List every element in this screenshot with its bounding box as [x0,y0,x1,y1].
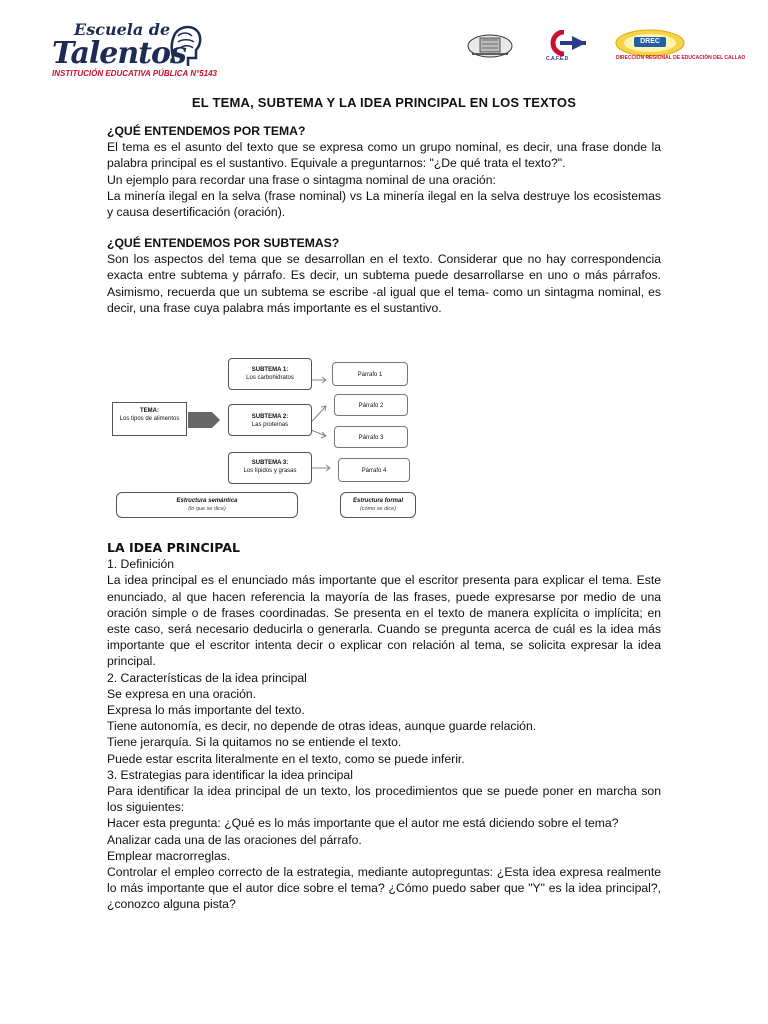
subtema2-box [228,404,312,436]
idea-line: La idea principal es el enunciado más importante que el escritor presenta para explicar el tema. Este enunciado, al que hacen referencia la mayoría de las frases, puede expresarse por medio de una oración simple o de frases coordinadas. Se presenta en el texto de manera explícita o implícita; en este caso, será necesario deducirla o generarla. Cuando se pregunta acerca de cuál es la idea más importante que el escritor intenta decir o explicar con relación al tema, se solicita expresar la idea principal. [107,573,661,669]
drec-banner-text: DREC [640,38,660,45]
idea-line: Hacer esta pregunta: ¿Qué es lo más importante que el autor me está diciendo sobre el tema? [107,816,619,831]
parrafo3-box: Párrafo 3 [334,426,408,448]
section-tema [107,123,661,220]
subtema1-box [228,358,312,390]
drec-caption: DIRECCIÓN REGIONAL DE EDUCACIÓN DEL CALLAO [616,55,746,61]
brain-head-icon [168,22,202,68]
tema-heading: ¿QUÉ ENTENDEMOS POR TEMA? [107,124,306,138]
formal-title: Estructura formal [352,498,403,504]
semantica-title: Estructura semántica [176,498,238,504]
idea-heading: LA IDEA PRINCIPAL [107,540,240,555]
logo-line2: Talentos [52,36,186,71]
section-subtema [107,235,661,316]
municipal-seal-icon [466,30,514,60]
cafed-logo-icon [542,30,588,56]
tema-box-label: TEMA: [140,408,159,414]
subtema1-label: SUBTEMA 1: [251,367,289,373]
logo-line3: INSTITUCIÓN EDUCATIVA PÚBLICA N°5143 [52,69,217,78]
tema-box [112,402,187,436]
estructura-formal-box [340,492,416,518]
parrafo2-box: Párrafo 2 [334,394,408,416]
idea-line: Expresa lo más importante del texto. [107,703,305,718]
school-logo [48,20,218,84]
idea-line: Emplear macrorreglas. [107,848,231,863]
logo-line1: Escuela de [74,20,171,39]
idea-line: Analizar cada una de las oraciones del párrafo. [107,832,362,847]
semantica-sub: (lo que se dice) [188,506,226,512]
subtema3-text: Los lípidos y grasas [243,468,297,474]
tema-paragraph-1: El tema es el asunto del texto que se expresa como un grupo nominal, es decir, una frase donde la palabra principal es el sustantivo. Equivale a preguntarnos: "¿De qué trata el texto?". [107,140,661,171]
subtema2-label: SUBTEMA 2: [251,414,289,420]
idea-line: Tiene jerarquía. Si la quitamos no se entiende el texto. [107,735,402,750]
parrafo4-box: Párrafo 4 [338,458,410,482]
tema-paragraph-2: Un ejemplo para recordar una frase o sintagma nominal de una oración: [107,172,496,187]
tema-paragraph-3: La minería ilegal en la selva (frase nominal) vs La minería ilegal en la selva destruye los ecosistemas y causa desertificación (oración). [107,188,661,220]
tema-box-text: Los tipos de alimentos [119,416,180,422]
idea-line: Controlar el empleo correcto de la estrategia, mediante autopreguntas: ¿Esta idea expresa realmente lo más importante que el autor dice sobre el tema? ¿Cómo puedo saber que "Y" es la idea principal?, ¿conozco alguna pista? [107,865,661,912]
subtema-heading: ¿QUÉ ENTENDEMOS POR SUBTEMAS? [107,236,340,250]
subtema3-box [228,452,312,484]
cafed-caption: C.A.F.E.D [546,56,569,62]
estructura-semantica-box [116,492,298,518]
idea-line: Puede estar escrita literalmente en el texto, como se puede inferir. [107,751,465,766]
tema-subtema-diagram [112,356,422,522]
idea-line: Se expresa en una oración. [107,686,257,701]
idea-line: Tiene autonomía, es decir, no depende de otras ideas, aunque guarde relación. [107,719,537,734]
subtema2-text: Las proteínas [251,422,289,428]
subtema3-label: SUBTEMA 3: [251,460,289,466]
formal-sub: (cómo se dice) [359,506,397,512]
idea-line: 2. Características de la idea principal [107,670,307,685]
idea-line: 3. Estrategias para identificar la idea principal [107,767,353,782]
section-idea-principal [107,540,661,913]
subtema1-text: Los carbohidratos [246,375,294,381]
parrafo1-box: Párrafo 1 [332,362,408,386]
idea-line: 1. Definición [107,557,175,572]
idea-line: Para identificar la idea principal de un texto, los procedimientos que se puede poner en marcha son los siguientes: [107,784,661,815]
page-title: EL TEMA, SUBTEMA Y LA IDEA PRINCIPAL EN LOS TEXTOS [191,95,577,110]
tema-arrow-icon [188,412,220,428]
subtema-paragraph: Son los aspectos del tema que se desarrollan en el texto. Considerar que no hay correspondencia exacta entre subtema y párrafo. Es decir, un subtema puede desarrollarse en uno o más párrafos. Asimismo, recuerda que un subtema se escribe -al igual que el tema- como un sintagma nominal, es decir, una frase cuya palabra más importante es el sustantivo. [107,252,661,315]
